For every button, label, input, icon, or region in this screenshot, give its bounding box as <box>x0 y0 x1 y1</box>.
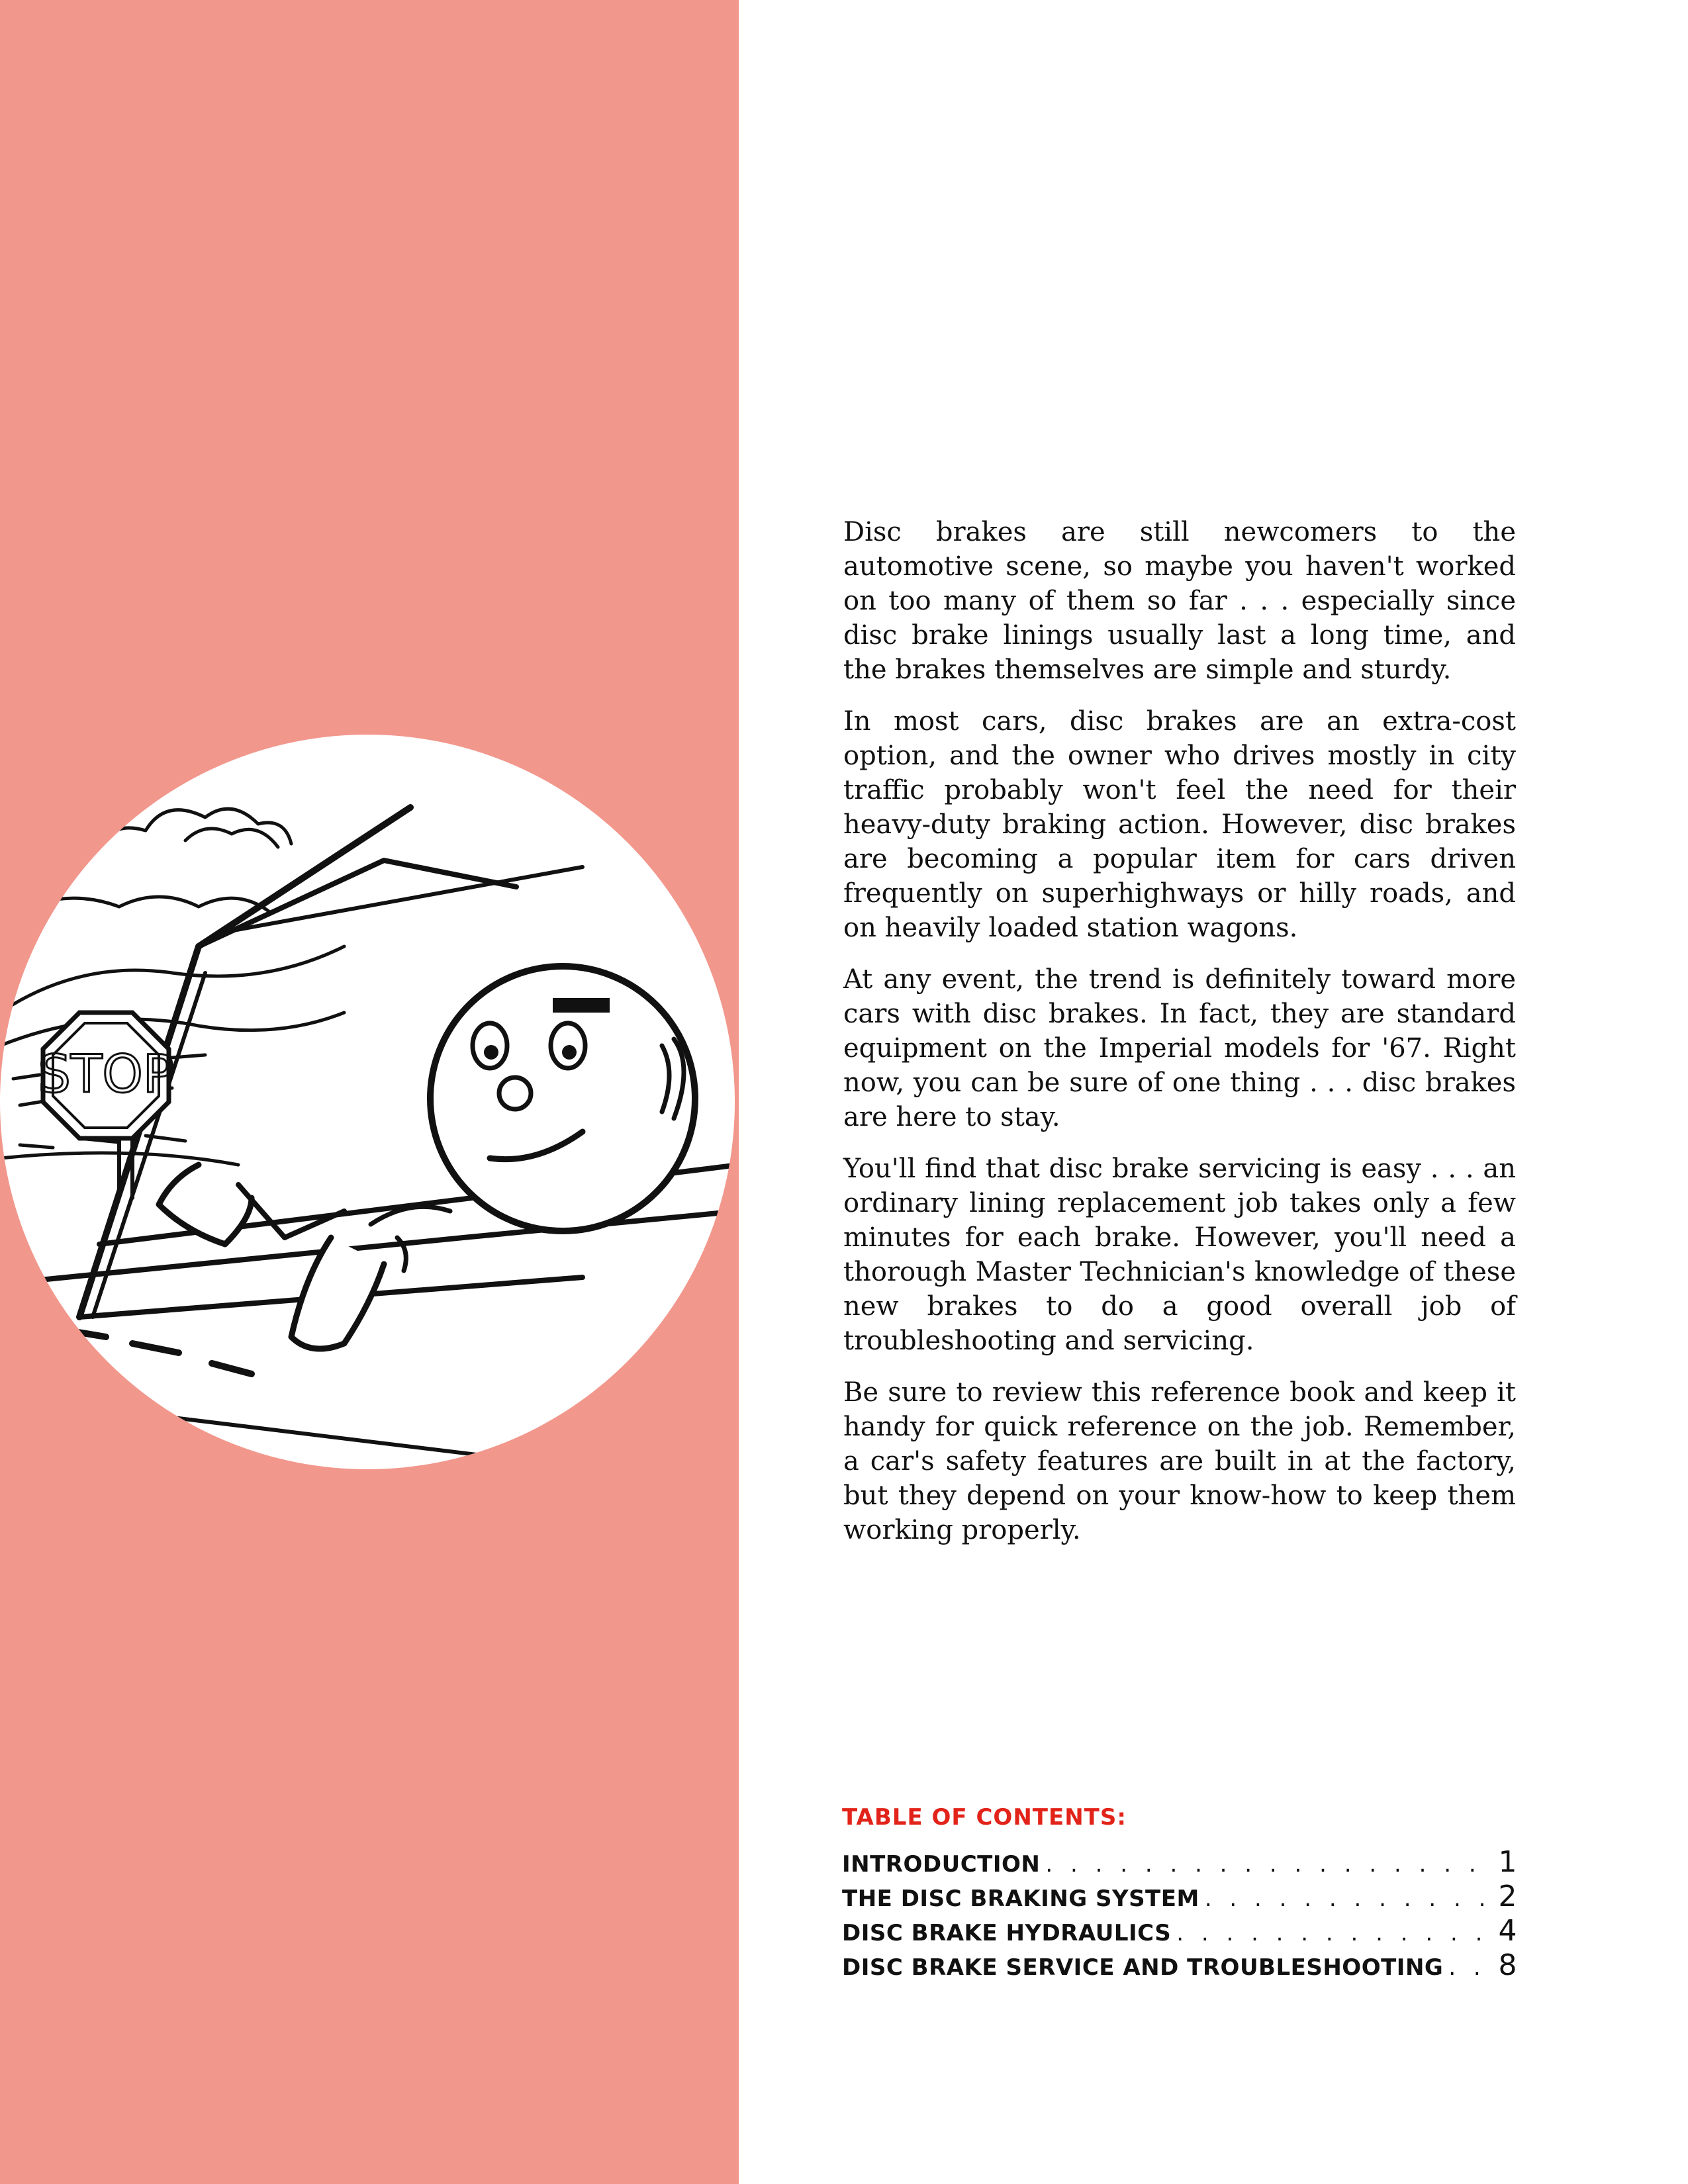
toc-entry[interactable] <box>842 1914 1517 1948</box>
toc-leader-dots <box>1045 1851 1493 1878</box>
intro-paragraph-4: You'll find that disc brake servicing is easy . . . an ordinary lining replacement job takes only a few minutes for each brake. However, you'll need a thorough Master Technician's knowledge of these new brakes to do a good overall job of troubleshooting and servicing. <box>843 1154 1516 1356</box>
toc-entry-page: 2 <box>1498 1880 1517 1913</box>
stop-sign <box>38 1013 174 1138</box>
toc-entry-label: THE DISC BRAKING SYSTEM <box>842 1886 1199 1912</box>
toc-entry[interactable] <box>842 1948 1517 1983</box>
intro-paragraph-1: Disc brakes are still newcomers to the automotive scene, so maybe you haven't worked on too many of them so far . . . especially since disc brake linings usually last a long time, and the brakes themselves are simple and sturdy. <box>843 517 1516 685</box>
stop-sign-label: STOP <box>38 1045 174 1105</box>
toc-entry[interactable] <box>842 1845 1517 1880</box>
toc-title: TABLE OF CONTENTS: <box>842 1804 1127 1831</box>
intro-paragraph-3: At any event, the trend is definitely toward more cars with disc brakes. In fact, they are standard equipment on the Imperial models for '67. Right now, you can be sure of one thing . . . disc brakes are here to stay. <box>843 964 1516 1132</box>
toc-entry-page: 4 <box>1498 1914 1517 1948</box>
toc-entry-label: INTRODUCTION <box>842 1851 1041 1878</box>
toc-entry-page: 1 <box>1498 1845 1517 1879</box>
toc-entry-label: DISC BRAKE SERVICE AND TROUBLESHOOTING <box>842 1954 1444 1981</box>
intro-body-text <box>843 515 1516 1565</box>
table-of-contents <box>842 1804 1517 1983</box>
toc-leader-dots <box>1205 1886 1493 1912</box>
toc-entry[interactable] <box>842 1880 1517 1914</box>
toc-entry-label: DISC BRAKE HYDRAULICS <box>842 1920 1172 1946</box>
intro-paragraph-5: Be sure to review this reference book and keep it handy for quick reference on the job. Remember, a car's safety features are built in at the factory, but they depend on your know-how to keep them working properly. <box>843 1377 1516 1545</box>
toc-entry-page: 8 <box>1498 1948 1517 1982</box>
toc-leader-dots <box>1176 1920 1493 1946</box>
cartoon-illustration <box>0 735 739 1469</box>
intro-paragraph-2: In most cars, disc brakes are an extra-cost option, and the owner who drives mostly in city traffic probably won't feel the need for their heavy-duty braking action. However, disc brakes are becoming a popular item for cars driven frequently on superhighways or hilly roads, and on heavily loaded station wagons. <box>843 706 1516 943</box>
toc-leader-dots <box>1448 1954 1493 1981</box>
